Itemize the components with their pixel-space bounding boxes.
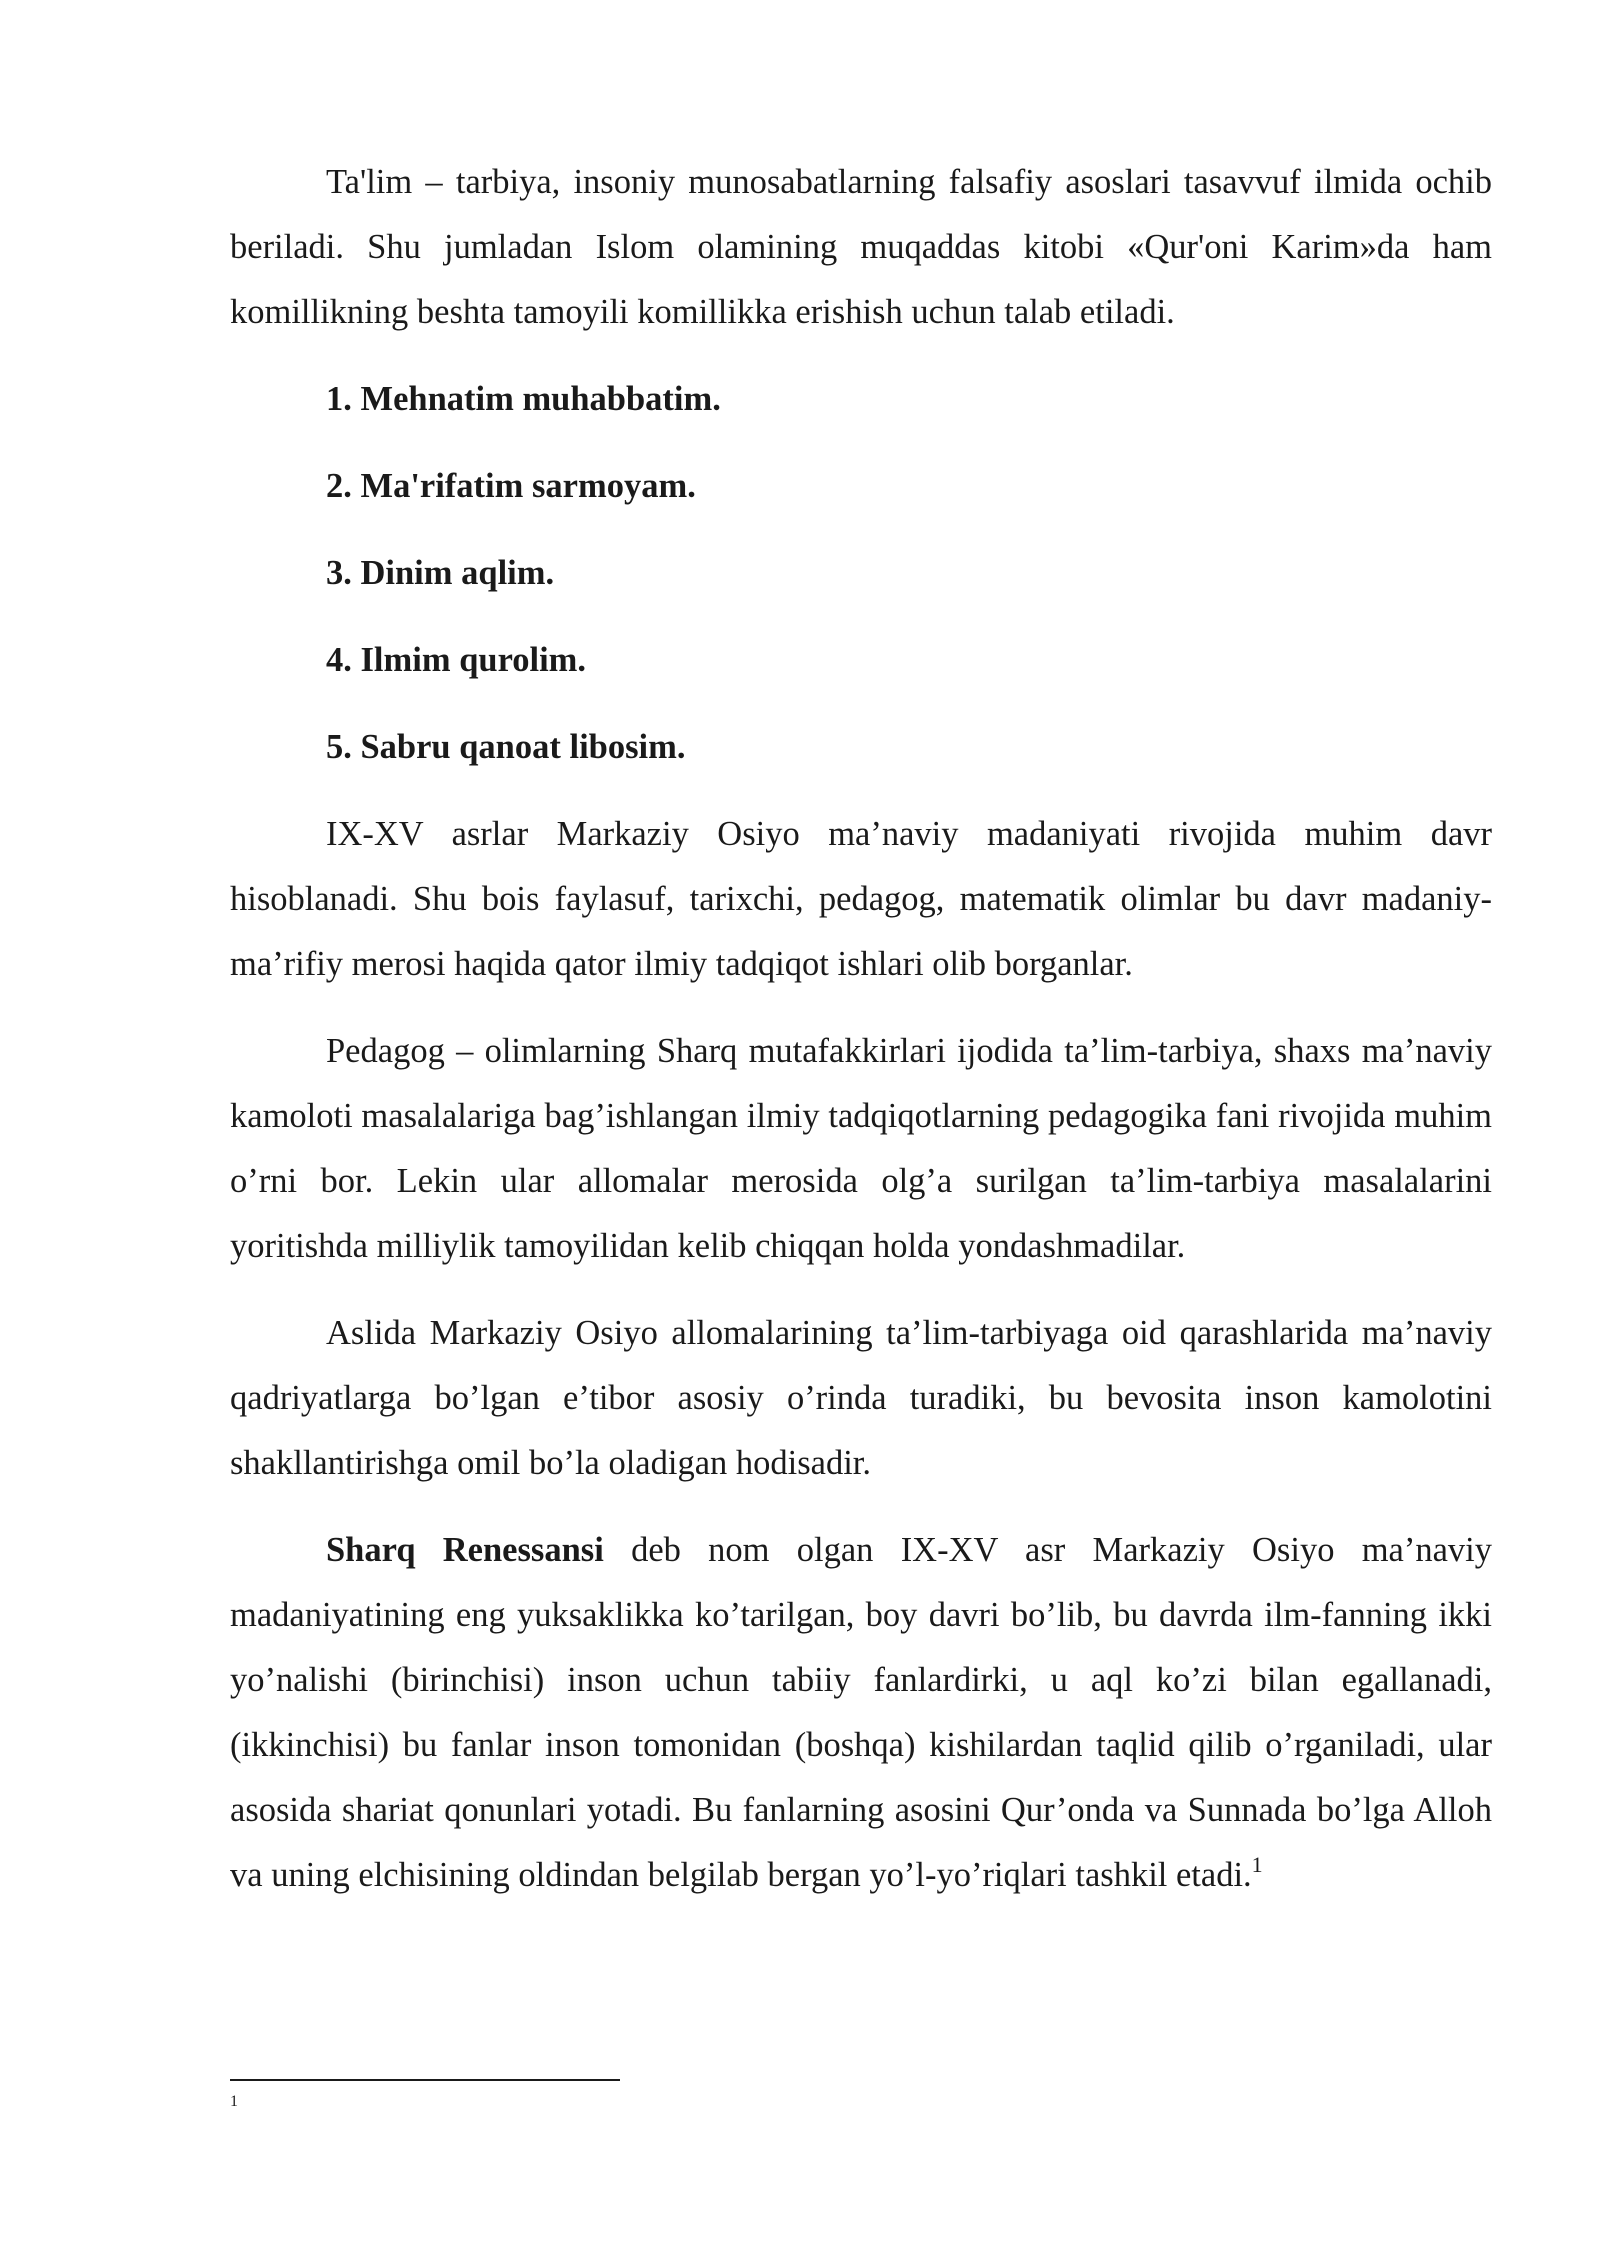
paragraph-eastern-renaissance-text: deb nom olgan IX-XV asr Markaziy Osiyo ma’naviy madaniyatining eng yuksaklikka ko’tarilgan, boy davri bo’lib, bu davrda ilm-fanning ikki yo’nalishi (birinchisi) inson uchun tabiiy fanlardirki, u aql ko’zi bilan egallanadi, (ikkinchisi) bu fanlar inson tomonidan (boshqa) kishilardan taqlid qilib o’rganiladi, ular asosida shariat qonunlari yotadi. Bu fanlarning asosini Qur’onda va Sunnada bo’lga Alloh va uning elchisining oldindan belgilab bergan yo’l-yo’riqlari tashkil etadi. — [230, 1531, 1493, 1894]
footnote-reference[interactable]: 1 — [1251, 1852, 1263, 1877]
paragraph-central-asia-scholars: Aslida Markaziy Osiyo allomalarining ta’lim-tarbiyaga oid qarashlarida ma’naviy qadriyatlarga bo’lgan e’tibor asosiy o’rinda turadiki, bu bevosita inson kamolotini shakllantirishga omil bo’la oladigan hodisadir. — [230, 1314, 1492, 1482]
principle-item-3: 3. Dinim aqlim. — [326, 554, 555, 592]
footnote-number: 1 — [230, 2093, 238, 2110]
paragraph-eastern-renaissance — [230, 1518, 1492, 1908]
principle-item-4: 4. Ilmim qurolim. — [326, 641, 587, 679]
paragraph-intro: Ta'lim – tarbiya, insoniy munosabatlarning falsafiy asoslari tasavvuf ilmida ochib beriladi. Shu jumladan Islom olamining muqaddas kitobi «Qur'oni Karim»da ham komillikning beshta tamoyili komillikka erishish uchun talab etiladi. — [230, 163, 1492, 331]
term-sharq-renessansi: Sharq Renessansi — [326, 1531, 604, 1569]
principle-item-1: 1. Mehnatim muhabbatim. — [326, 380, 721, 418]
document-body — [230, 150, 1492, 1908]
paragraph-ix-xv-centuries: IX-XV asrlar Markaziy Osiyo ma’naviy madaniyati rivojida muhim davr hisoblanadi. Shu bois faylasuf, tarixchi, pedagog, matematik olimlar bu davr madaniy-ma’rifiy merosi haqida qator ilmiy tadqiqot ishlari olib borganlar. — [230, 815, 1492, 983]
principle-item-5: 5. Sabru qanoat libosim. — [326, 728, 686, 766]
paragraph-pedagog-scholars: Pedagog – olimlarning Sharq mutafakkirlari ijodida ta’lim-tarbiya, shaxs ma’naviy kamoloti masalalariga bag’ishlangan ilmiy tadqiqotlarning pedagogika fani rivojida muhim o’rni bor. Lekin ular allomalar merosida olg’a surilgan ta’lim-tarbiya masalalarini yoritishda milliylik tamoyilidan kelib chiqqan holda yondashmadilar. — [230, 1032, 1492, 1265]
footnote-separator — [230, 2079, 620, 2081]
principle-item-2: 2. Ma'rifatim sarmoyam. — [326, 467, 696, 505]
